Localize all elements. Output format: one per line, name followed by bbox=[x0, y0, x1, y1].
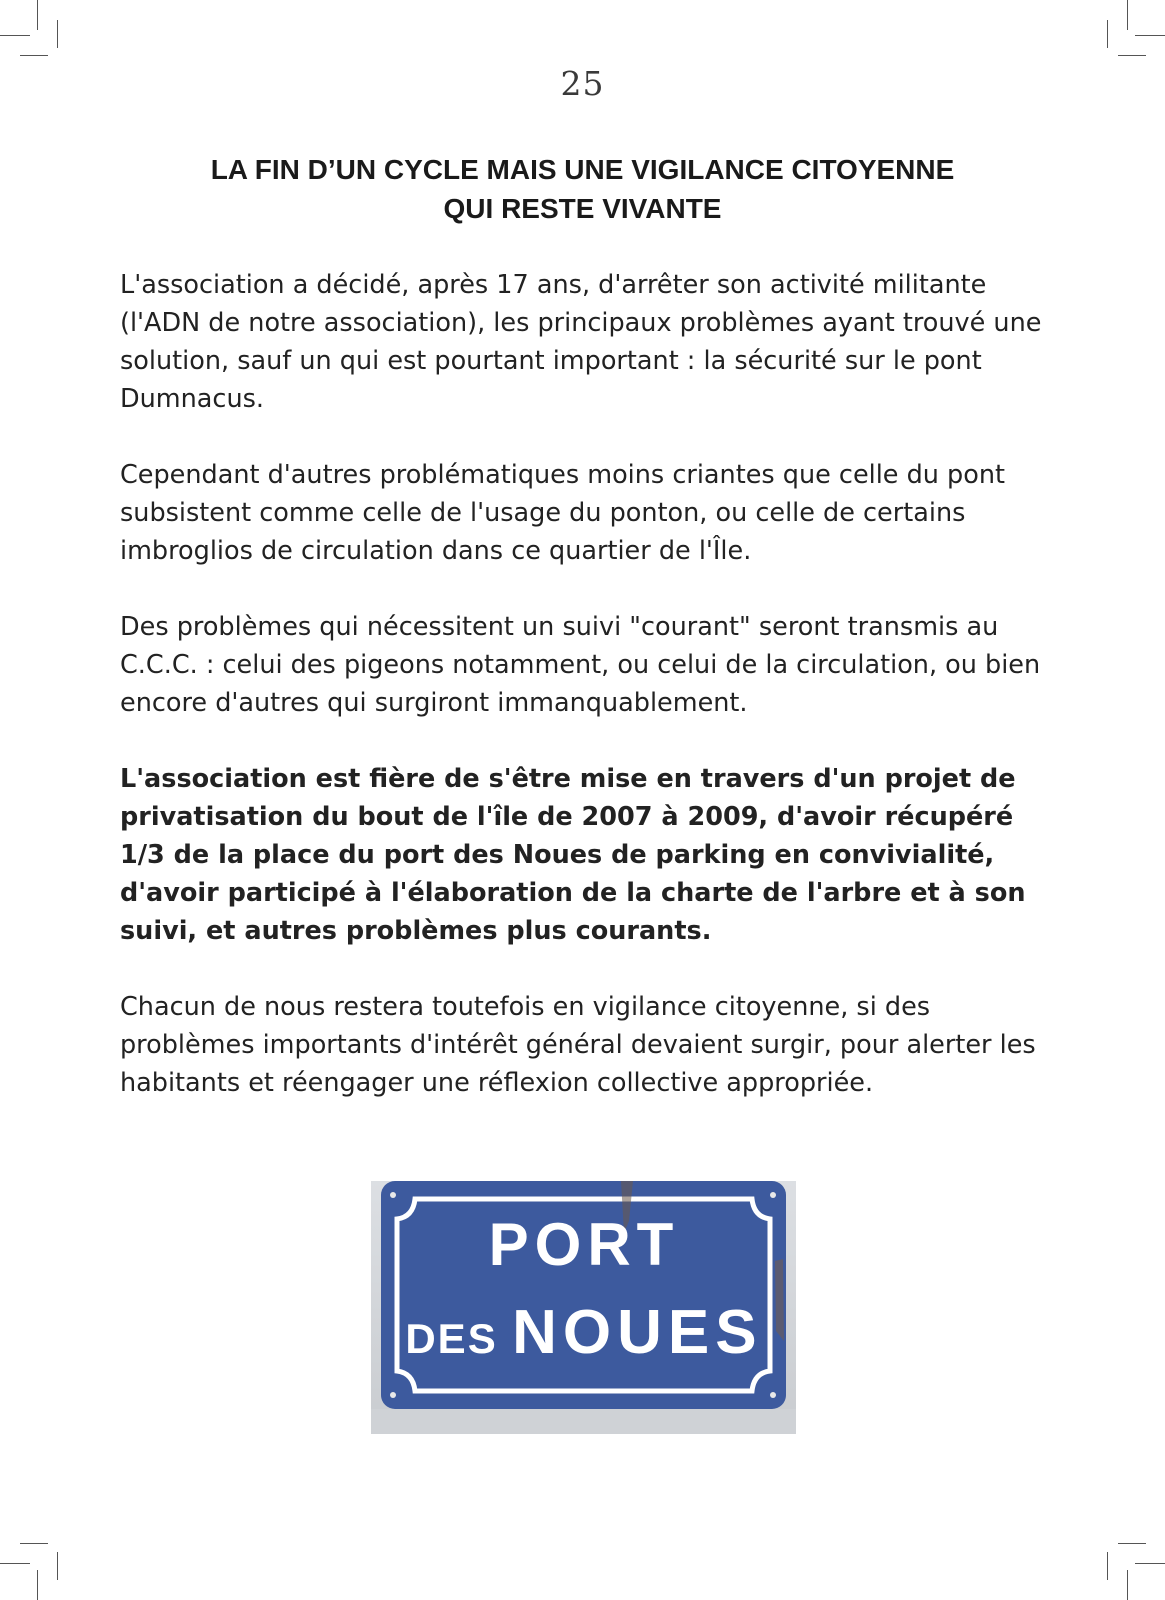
sign-bottom-shadow bbox=[371, 1409, 796, 1434]
crop-mark-top-right-h2 bbox=[1135, 35, 1165, 36]
crop-mark-bottom-right-v2 bbox=[1107, 1552, 1108, 1580]
title-line-2: QUI RESTE VIVANTE bbox=[443, 193, 722, 224]
crop-mark-top-left-h2 bbox=[0, 35, 30, 36]
crop-mark-bottom-right-h2 bbox=[1135, 1563, 1165, 1564]
body-text bbox=[120, 266, 1065, 1140]
paragraph: Des problèmes qui nécessitent un suivi "courant" seront transmis au C.C.C. : celui des pigeons notamment, ou celui de la circulation, ou bien encore d'autres qui surgiront immanquablement. bbox=[120, 612, 1041, 718]
sign-screw bbox=[390, 1192, 396, 1198]
crop-mark-top-left-h bbox=[20, 55, 48, 56]
crop-mark-bottom-right-v bbox=[1127, 1570, 1128, 1600]
crop-mark-bottom-left-h2 bbox=[0, 1563, 30, 1564]
sign-word-des: DES bbox=[405, 1315, 498, 1362]
crop-mark-top-right-h bbox=[1118, 55, 1146, 56]
page-number: 25 bbox=[560, 64, 605, 103]
sign-screw bbox=[770, 1392, 776, 1398]
title-line-1: LA FIN D’UN CYCLE MAIS UNE VIGILANCE CITOYENNE bbox=[210, 154, 955, 185]
crop-mark-top-left-v2 bbox=[57, 20, 58, 48]
paragraph: Chacun de nous restera toutefois en vigilance citoyenne, si des problèmes importants d'intérêt général devaient surgir, pour alerter les habitants et réengager une réflexion collective appropriée. bbox=[120, 992, 1036, 1098]
crop-mark-bottom-left-h bbox=[20, 1543, 48, 1544]
paragraph: L'association a décidé, après 17 ans, d'arrêter son activité militante (l'ADN de notre association), les principaux problèmes ayant trouvé une solution, sauf un qui est pourtant important : la sécurité sur le pont Dumnacus. bbox=[120, 270, 1042, 414]
street-sign bbox=[371, 1181, 796, 1434]
rust-stain bbox=[775, 1259, 784, 1341]
crop-mark-top-right-v2 bbox=[1107, 20, 1108, 48]
crop-mark-top-left-v bbox=[37, 0, 38, 30]
crop-mark-bottom-left-v2 bbox=[57, 1552, 58, 1580]
paragraph: Cependant d'autres problématiques moins criantes que celle du pont subsistent comme celle de l'usage du ponton, ou celle de certains imbroglios de circulation dans ce quartier de l'Île. bbox=[120, 460, 1005, 566]
sign-word-noues: NOUES bbox=[512, 1298, 763, 1367]
crop-mark-bottom-right-h bbox=[1118, 1543, 1146, 1544]
crop-mark-top-right-v bbox=[1127, 0, 1128, 30]
street-sign-photo bbox=[371, 1181, 796, 1434]
sign-line-port: PORT bbox=[488, 1211, 680, 1278]
paragraph-bold: L'association est fière de s'être mise en travers d'un projet de privatisation du bout de l'île de 2007 à 2009, d'avoir récupéré 1/3 de la place du port des Noues de parking en convivialité, d'avoir participé à l'élaboration de la charte de l'arbre et à son suivi, et autres problèmes plus courants. bbox=[120, 764, 1026, 946]
sign-screw bbox=[770, 1192, 776, 1198]
page-title bbox=[100, 150, 1065, 228]
sign-screw bbox=[390, 1392, 396, 1398]
crop-mark-bottom-left-v bbox=[37, 1570, 38, 1600]
